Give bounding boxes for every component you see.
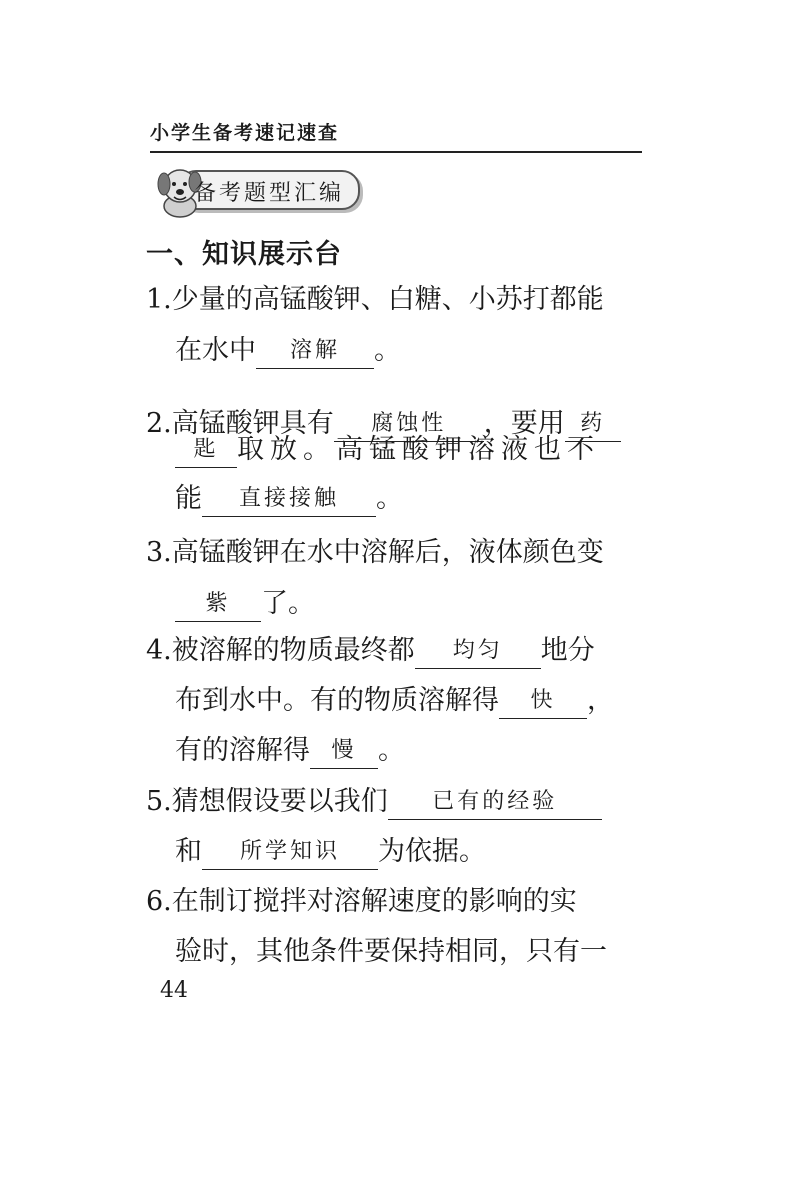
q5-line2 [175,834,800,870]
q2-text: ，要用 [483,408,565,439]
answer-blank: 所学知识 [202,835,378,870]
q6-line1: 6.在制订搅拌对溶解速度的影响的实 [146,886,577,917]
q3-line1: 3.高锰酸钾在水中溶解后，液体颜色变 [146,537,604,568]
q4-line2 [175,683,800,719]
q4-text: 。 [378,735,405,766]
q2-text: 能 [175,483,202,514]
q4-text: 布到水中。有的物质溶解得 [175,685,499,716]
q2-text: 取放。高锰酸钾溶液也不 [237,434,600,465]
q2-line3 [175,481,800,517]
q4-text: ， [587,685,614,716]
q3-line2 [175,586,800,622]
answer-blank: 均匀 [415,634,541,669]
answer-blank: 已有的经验 [388,785,602,820]
banner-label: 备考题型汇编 [194,181,345,206]
answer-blank: 慢 [310,734,378,769]
answer-blank: 匙 [175,433,237,468]
q2-line2 [175,432,800,468]
q1-text: 。 [374,335,401,366]
answer-blank: 腐蚀性 [334,407,484,442]
q2-text: 2.高锰酸钾具有 [146,408,334,439]
q1-line2 [175,333,800,369]
section-title: 一、知识展示台 [146,239,342,270]
answer-blank: 溶解 [256,334,374,369]
page-number: 44 [160,978,188,1003]
answer-blank: 快 [499,684,587,719]
q4-text: 有的溶解得 [175,735,310,766]
answer-blank: 药 [565,407,621,442]
q1-line1: 1.少量的高锰酸钾、白糖、小苏打都能 [146,284,604,315]
answer-blank: 紫 [175,587,261,622]
q5-line1 [146,784,800,820]
answer-blank: 直接接触 [202,482,376,517]
q4-text: 4.被溶解的物质最终都 [146,635,415,666]
q1-text: 在水中 [175,335,256,366]
section-banner [150,162,360,214]
q5-text: 5.猜想假设要以我们 [146,786,388,817]
q6-line2: 验时，其他条件要保持相同，只有一 [175,936,607,967]
q3-text: 了。 [261,588,315,619]
q4-line1 [146,633,800,669]
q4-text: 地分 [540,635,595,666]
q5-text: 为依据。 [378,836,486,867]
page-header [150,118,642,153]
q5-text: 和 [175,836,202,867]
q2-text: 。 [376,483,403,514]
book-title: 小学生备考速记速查 [150,122,340,144]
q4-line3 [175,733,800,769]
